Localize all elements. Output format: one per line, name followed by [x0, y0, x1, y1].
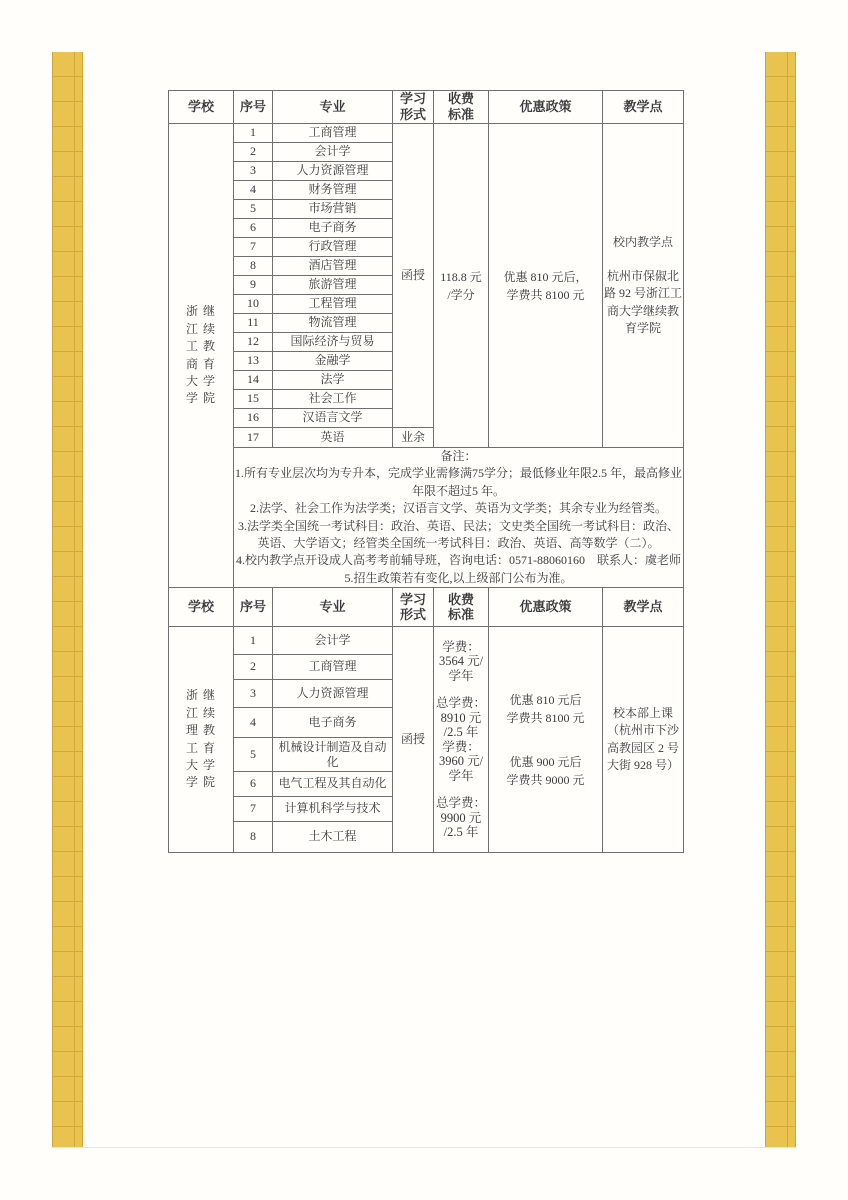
row-major: 人力资源管理	[273, 162, 393, 181]
row-major: 金融学	[273, 352, 393, 371]
row-major: 电子商务	[273, 708, 393, 738]
row-no: 7	[234, 238, 273, 257]
row-no: 11	[234, 314, 273, 333]
header-major: 专业	[273, 588, 393, 627]
row-no: 4	[234, 708, 273, 738]
discount-block: 优惠 810 元后 学费共 8100 元	[506, 692, 585, 725]
row-major: 行政管理	[273, 238, 393, 257]
row-no: 1	[234, 627, 273, 655]
row-no: 6	[234, 772, 273, 797]
row-no: 5	[234, 738, 273, 772]
header-location: 教学点	[603, 588, 684, 627]
right-margin-strip	[765, 52, 796, 1147]
row-no: 14	[234, 371, 273, 390]
row-no: 2	[234, 143, 273, 162]
study-form-cell: 函授	[393, 627, 434, 853]
header-school: 学校	[169, 91, 234, 124]
row-major: 电子商务	[273, 219, 393, 238]
fee-cell: 学费： 3564 元/ 学年 总学费： 8910 元 /2.5 年 学费： 3960 元/ 学年 总学费： 9900 元 /2.5 年	[434, 627, 489, 853]
row-major: 物流管理	[273, 314, 393, 333]
row-major: 会计学	[273, 627, 393, 655]
row-no: 2	[234, 655, 273, 680]
row-major: 汉语言文学	[273, 409, 393, 428]
row-no: 12	[234, 333, 273, 352]
notes-cell	[234, 448, 684, 588]
table2-header-row	[169, 588, 684, 627]
row-major: 计算机科学与技术	[273, 797, 393, 822]
row-major: 法学	[273, 371, 393, 390]
row-major: 工商管理	[273, 655, 393, 680]
header-school: 学校	[169, 588, 234, 627]
row-major: 机械设计制造及自动化	[273, 738, 393, 772]
note-line: 4.校内教学点开设成人高考考前辅导班，咨询电话：0571-88060160 联系人：虞老师	[236, 553, 681, 568]
row-major: 电气工程及其自动化	[273, 772, 393, 797]
row-no: 1	[234, 124, 273, 143]
table1-header-row	[169, 91, 684, 124]
note-line: 2.法学、社会工作为法学类；汉语言文学、英语为文学类；其余专业为经管类。	[249, 501, 667, 516]
row-no: 8	[234, 257, 273, 276]
row-major: 工程管理	[273, 295, 393, 314]
study-form-cell: 函授	[393, 124, 434, 428]
header-fee: 收费 标准	[434, 91, 489, 124]
discount-cell: 优惠 810 元后， 学费共 8100 元	[489, 124, 603, 448]
header-discount: 优惠政策	[489, 588, 603, 627]
row-no: 9	[234, 276, 273, 295]
header-no: 序号	[234, 91, 273, 124]
row-major: 酒店管理	[273, 257, 393, 276]
fee-cell: 118.8 元 /学分	[434, 124, 489, 448]
header-fee: 收费 标准	[434, 588, 489, 627]
row-major: 旅游管理	[273, 276, 393, 295]
notes-row	[169, 448, 684, 588]
header-major: 专业	[273, 91, 393, 124]
row-major: 国际经济与贸易	[273, 333, 393, 352]
table-row	[169, 124, 684, 143]
row-no: 16	[234, 409, 273, 428]
row-major: 人力资源管理	[273, 680, 393, 708]
header-location: 教学点	[603, 91, 684, 124]
note-line: 3.法学类全国统一考试科目：政治、英语、民法；文史类全国统一考试科目：政治、英语、大学语文；经管类全国统一考试科目：政治、英语、高等数学（二）。	[237, 518, 679, 550]
row-major: 会计学	[273, 143, 393, 162]
row-no: 4	[234, 181, 273, 200]
row-major: 英语	[273, 428, 393, 448]
row-no: 8	[234, 822, 273, 853]
header-no: 序号	[234, 588, 273, 627]
discount-cell	[489, 627, 603, 853]
row-no: 3	[234, 680, 273, 708]
note-line: 1.所有专业层次均为专升本，完成学业需修满75学分；最低修业年限2.5 年，最高修业年限不超过5 年。	[234, 466, 682, 498]
location-cell: 校本部上课（杭州市下沙高教园区 2 号大街 928 号）	[603, 627, 684, 853]
row-major: 土木工程	[273, 822, 393, 853]
left-margin-strip	[52, 52, 83, 1147]
row-no: 17	[234, 428, 273, 448]
school-name-zstu: 浙 继 江 续 理 教 工 育 大 学 学 院	[169, 627, 234, 853]
row-major: 市场营销	[273, 200, 393, 219]
row-no: 7	[234, 797, 273, 822]
location-cell: 校内教学点 杭州市保俶北路 92 号浙江工商大学继续教育学院	[603, 124, 684, 448]
row-no: 13	[234, 352, 273, 371]
page-bottom-rule	[52, 1147, 796, 1148]
row-no: 6	[234, 219, 273, 238]
header-study-form: 学习 形式	[393, 588, 434, 627]
row-major: 工商管理	[273, 124, 393, 143]
row-major: 社会工作	[273, 390, 393, 409]
school-name-zjgsu: 浙 继 江 续 工 教 商 育 大 学 学 院	[169, 124, 234, 588]
notes-title: 备注：	[440, 449, 477, 463]
discount-block: 优惠 900 元后 学费共 9000 元	[506, 754, 585, 787]
header-discount: 优惠政策	[489, 91, 603, 124]
study-form-cell: 业余	[393, 428, 434, 448]
table-row	[169, 627, 684, 655]
admissions-table	[168, 90, 684, 853]
row-major: 财务管理	[273, 181, 393, 200]
row-no: 15	[234, 390, 273, 409]
note-line: 5.招生政策若有变化,以上级部门公布为准。	[344, 570, 573, 585]
row-no: 3	[234, 162, 273, 181]
row-no: 10	[234, 295, 273, 314]
row-no: 5	[234, 200, 273, 219]
header-study-form: 学习 形式	[393, 91, 434, 124]
